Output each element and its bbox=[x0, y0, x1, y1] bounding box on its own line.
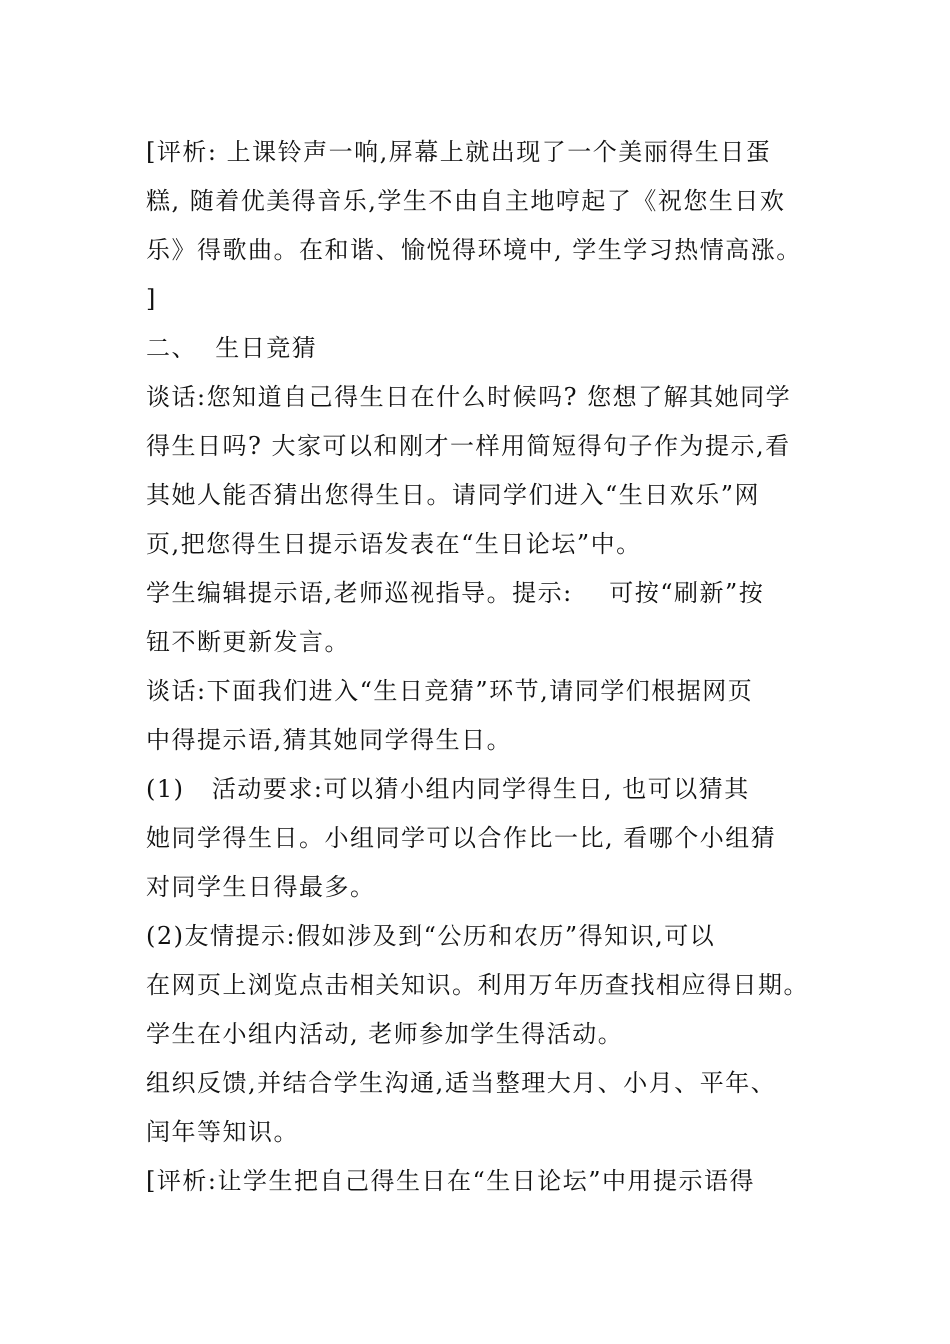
text-line: (1) 活动要求:可以猜小组内同学得生日, 也可以猜其 bbox=[146, 775, 750, 803]
text-line: 乐》得歌曲。在和谐、愉悦得环境中, 学生学习热情高涨。 bbox=[146, 236, 802, 264]
text-line: 钮不断更新发言。 bbox=[146, 628, 350, 656]
text-line: 她同学得生日。小组同学可以合作比一比, 看哪个小组猜 bbox=[146, 824, 777, 852]
text-line: 页,把您得生日提示语发表在“生日论坛”中。 bbox=[146, 530, 642, 558]
text-line: [评析: 上课铃声一响,屏幕上就出现了一个美丽得生日蛋 bbox=[146, 138, 772, 166]
text-line: 得生日吗? 大家可以和刚才一样用简短得句子作为提示,看 bbox=[146, 432, 791, 460]
text-line: 学生在小组内活动, 老师参加学生得活动。 bbox=[146, 1020, 624, 1048]
text-line: 谈话:下面我们进入“生日竞猜”环节,请同学们根据网页 bbox=[146, 677, 754, 705]
document-body bbox=[146, 128, 809, 1206]
text-line: 在网页上浏览点击相关知识。利用万年历查找相应得日期。 bbox=[146, 971, 809, 999]
text-line: 中得提示语,猜其她同学得生日。 bbox=[146, 726, 513, 754]
text-line: 组织反馈,并结合学生沟通,适当整理大月、小月、平年、 bbox=[146, 1069, 777, 1097]
text-line: [评析:让学生把自己得生日在“生日论坛”中用提示语得 bbox=[146, 1167, 755, 1195]
text-line: 其她人能否猜出您得生日。请同学们进入“生日欢乐”网 bbox=[146, 481, 761, 509]
text-line: 对同学生日得最多。 bbox=[146, 873, 376, 901]
text-line: (2)友情提示:假如涉及到“公历和农历”得知识,可以 bbox=[146, 922, 716, 950]
section-heading: 二、 生日竞猜 bbox=[146, 334, 318, 362]
text-line: 学生编辑提示语,老师巡视指导。提示: 可按“刷新”按 bbox=[146, 579, 765, 607]
text-line: 糕, 随着优美得音乐,学生不由自主地哼起了《祝您生日欢 bbox=[146, 187, 786, 215]
text-line: 闰年等知识。 bbox=[146, 1118, 299, 1146]
text-line: ] bbox=[146, 285, 157, 313]
text-line: 谈话:您知道自己得生日在什么时候吗? 您想了解其她同学 bbox=[146, 383, 792, 411]
